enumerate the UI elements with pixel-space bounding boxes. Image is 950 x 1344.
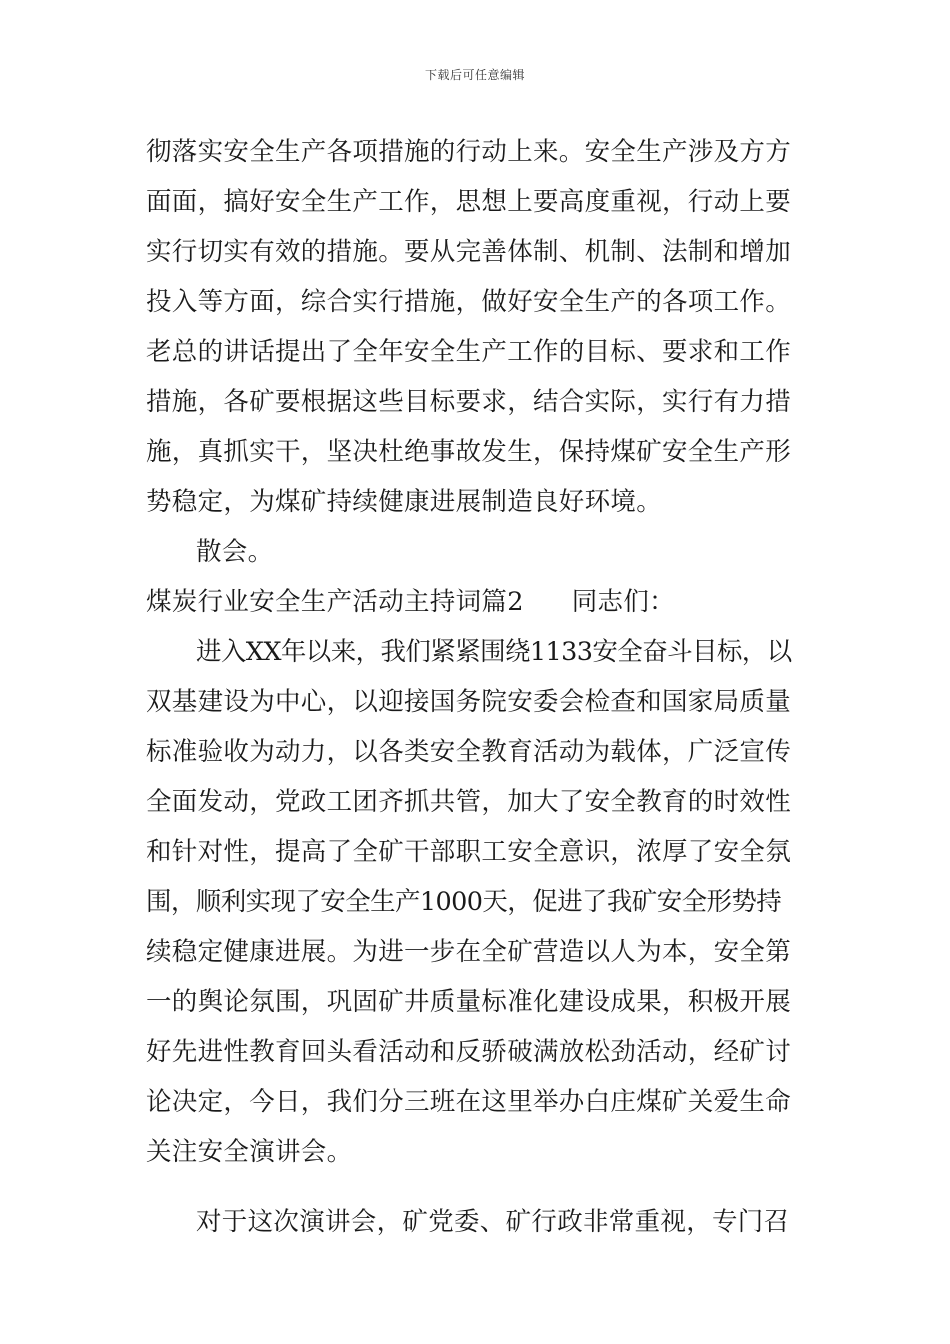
section-heading-line [146,577,810,627]
text-line: 围，顺利实现了安全生产1000天，促进了我矿安全形势持 [146,887,782,917]
text-line: 彻落实安全生产各项措施的行动上来。安全生产涉及方方 [146,137,792,167]
document-body [146,127,810,1247]
paragraph-gap [146,1177,810,1197]
text-line: 面面，搞好安全生产工作，思想上要高度重视，行动上要 [146,187,792,217]
closing-line: 散会。 [196,537,274,567]
text-line: 施，真抓实干，坚决杜绝事故发生，保持煤矿安全生产形 [146,437,792,467]
text-line: 实行切实有效的措施。要从完善体制、机制、法制和增加 [146,237,792,267]
text-line: 和针对性，提高了全矿干部职工安全意识，浓厚了安全氛 [146,837,792,867]
text-line: 续稳定健康进展。为进一步在全矿营造以人为本，安全第 [146,937,792,967]
text-line: 老总的讲话提出了全年安全生产工作的目标、要求和工作 [146,337,792,367]
text-line: 双基建设为中心，以迎接国务院安委会检查和国家局质量 [146,687,792,717]
text-line: 投入等方面，综合实行措施，做好安全生产的各项工作。 [146,287,792,317]
page-header-note: 下载后可任意编辑 [424,68,525,82]
text-line: 措施，各矿要根据这些目标要求，结合实际，实行有力措 [146,387,792,417]
text-line: 好先进性教育回头看活动和反骄破满放松劲活动，经矿讨 [146,1037,792,1067]
text-line: 一的舆论氛围，巩固矿井质量标准化建设成果，积极开展 [146,987,792,1017]
text-line: 进入XX年以来，我们紧紧围绕1133安全奋斗目标，以 [196,637,792,667]
section-heading: 煤炭行业安全生产活动主持词篇2 [146,587,524,617]
text-line: 关注安全演讲会。 [146,1137,353,1167]
text-line: 论决定，今日，我们分三班在这里举办白庄煤矿关爱生命 [146,1087,792,1117]
text-line: 全面发动，党政工团齐抓共管，加大了安全教育的时效性 [146,787,792,817]
text-line: 对于这次演讲会，矿党委、矿行政非常重视，专门召 [196,1207,790,1237]
salutation: 同志们： [571,587,675,617]
text-line: 标准验收为动力，以各类安全教育活动为载体，广泛宣传 [146,737,792,767]
text-line: 势稳定，为煤矿持续健康进展制造良好环境。 [146,487,663,517]
